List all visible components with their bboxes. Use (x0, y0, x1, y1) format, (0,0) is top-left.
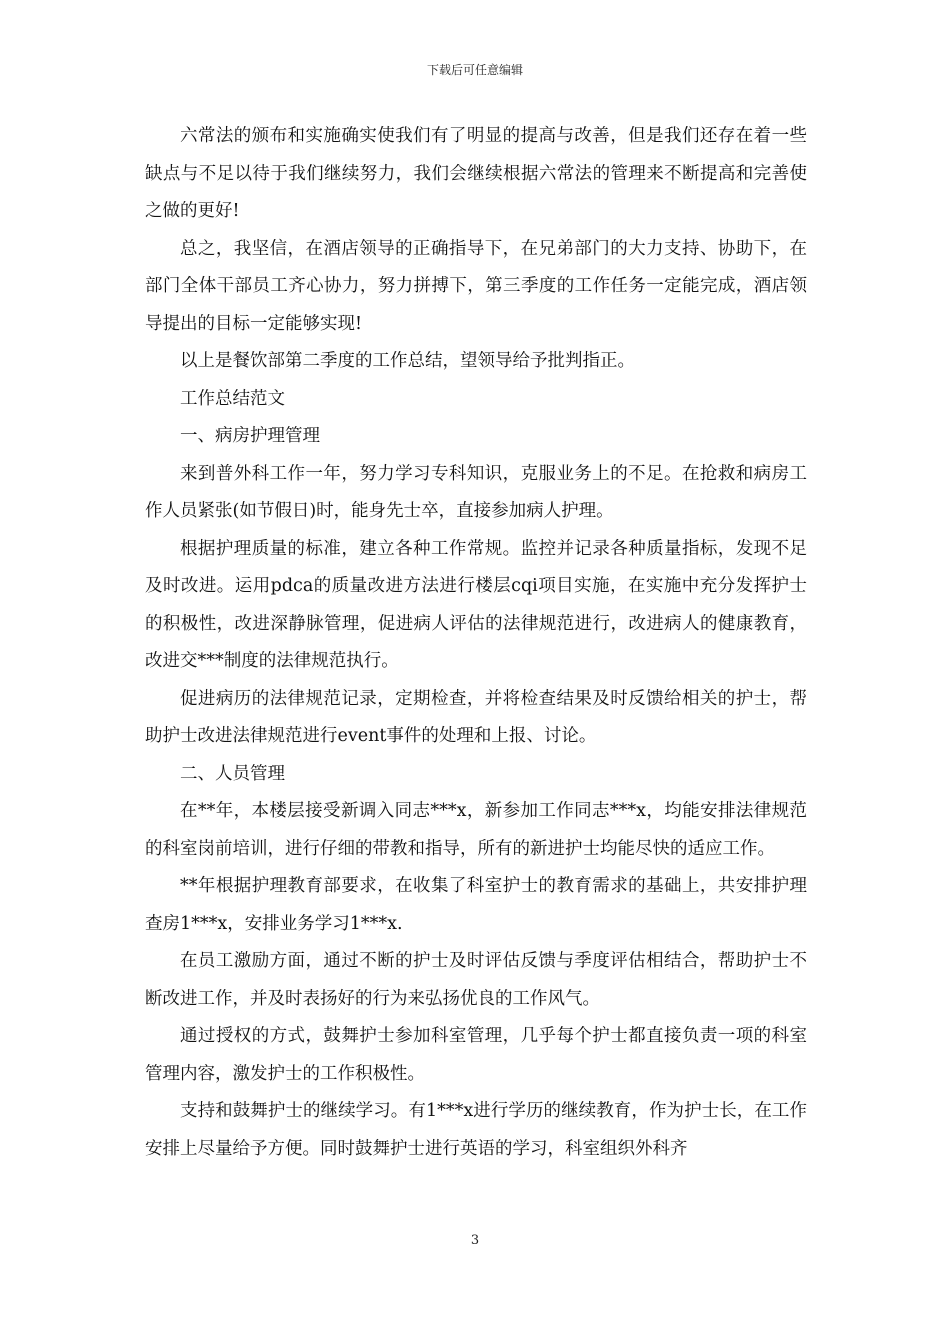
section-heading: 一、病房护理管理 (180, 426, 320, 446)
paragraph: 根据护理质量的标准，建立各种工作常规。监控并记录各种质量指标，发现不足及时改进。运用pdca的质量改进方法进行楼层cqi项目实施，在实施中充分发挥护士的积极性，改进深静脉管理，促进病人评估的法律规范进行，改进病人的健康教育，改进交***制度的法律规范执行。 (145, 538, 807, 671)
paragraph: 支持和鼓舞护士的继续学习。有1***x进行学历的继续教育，作为护士长，在工作安排上尽量给予方便。同时鼓舞护士进行英语的学习，科室组织外科齐 (145, 1101, 807, 1159)
page-header-note: 下载后可任意编辑 (426, 63, 523, 77)
paragraph: 来到普外科工作一年，努力学习专科知识，克服业务上的不足。在抢救和病房工作人员紧张(如节假日)时，能身先士卒，直接参加病人护理。 (145, 463, 807, 521)
paragraph: 在**年，本楼层接受新调入同志***x，新参加工作同志***x，均能安排法律规范的科室岗前培训，进行仔细的带教和指导，所有的新进护士均能尽快的适应工作。 (145, 801, 807, 859)
document-body (145, 118, 807, 1168)
section-title: 工作总结范文 (180, 388, 285, 409)
paragraph: **年根据护理教育部要求，在收集了科室护士的教育需求的基础上，共安排护理查房1***x，安排业务学习1***x. (145, 876, 807, 934)
section-heading: 二、人员管理 (180, 763, 285, 784)
paragraph: 以上是餐饮部第二季度的工作总结，望领导给予批判指正。 (180, 351, 635, 371)
paragraph: 总之，我坚信，在酒店领导的正确指导下，在兄弟部门的大力支持、协助下，在部门全体干部员工齐心协力，努力拼搏下，第三季度的工作任务一定能完成，酒店领导提出的目标一定能够实现! (145, 238, 807, 334)
paragraph: 通过授权的方式，鼓舞护士参加科室管理，几乎每个护士都直接负责一项的科室管理内容，激发护士的工作积极性。 (145, 1026, 807, 1084)
page-number: 3 (470, 1233, 480, 1248)
paragraph: 六常法的颁布和实施确实使我们有了明显的提高与改善，但是我们还存在着一些缺点与不足以待于我们继续努力，我们会继续根据六常法的管理来不断提高和完善使之做的更好! (145, 126, 807, 221)
paragraph: 促进病历的法律规范记录，定期检查，并将检查结果及时反馈给相关的护士，帮助护士改进法律规范进行event事件的处理和上报、讨论。 (145, 688, 807, 746)
paragraph: 在员工激励方面，通过不断的护士及时评估反馈与季度评估相结合，帮助护士不断改进工作，并及时表扬好的行为来弘扬优良的工作风气。 (145, 951, 807, 1009)
